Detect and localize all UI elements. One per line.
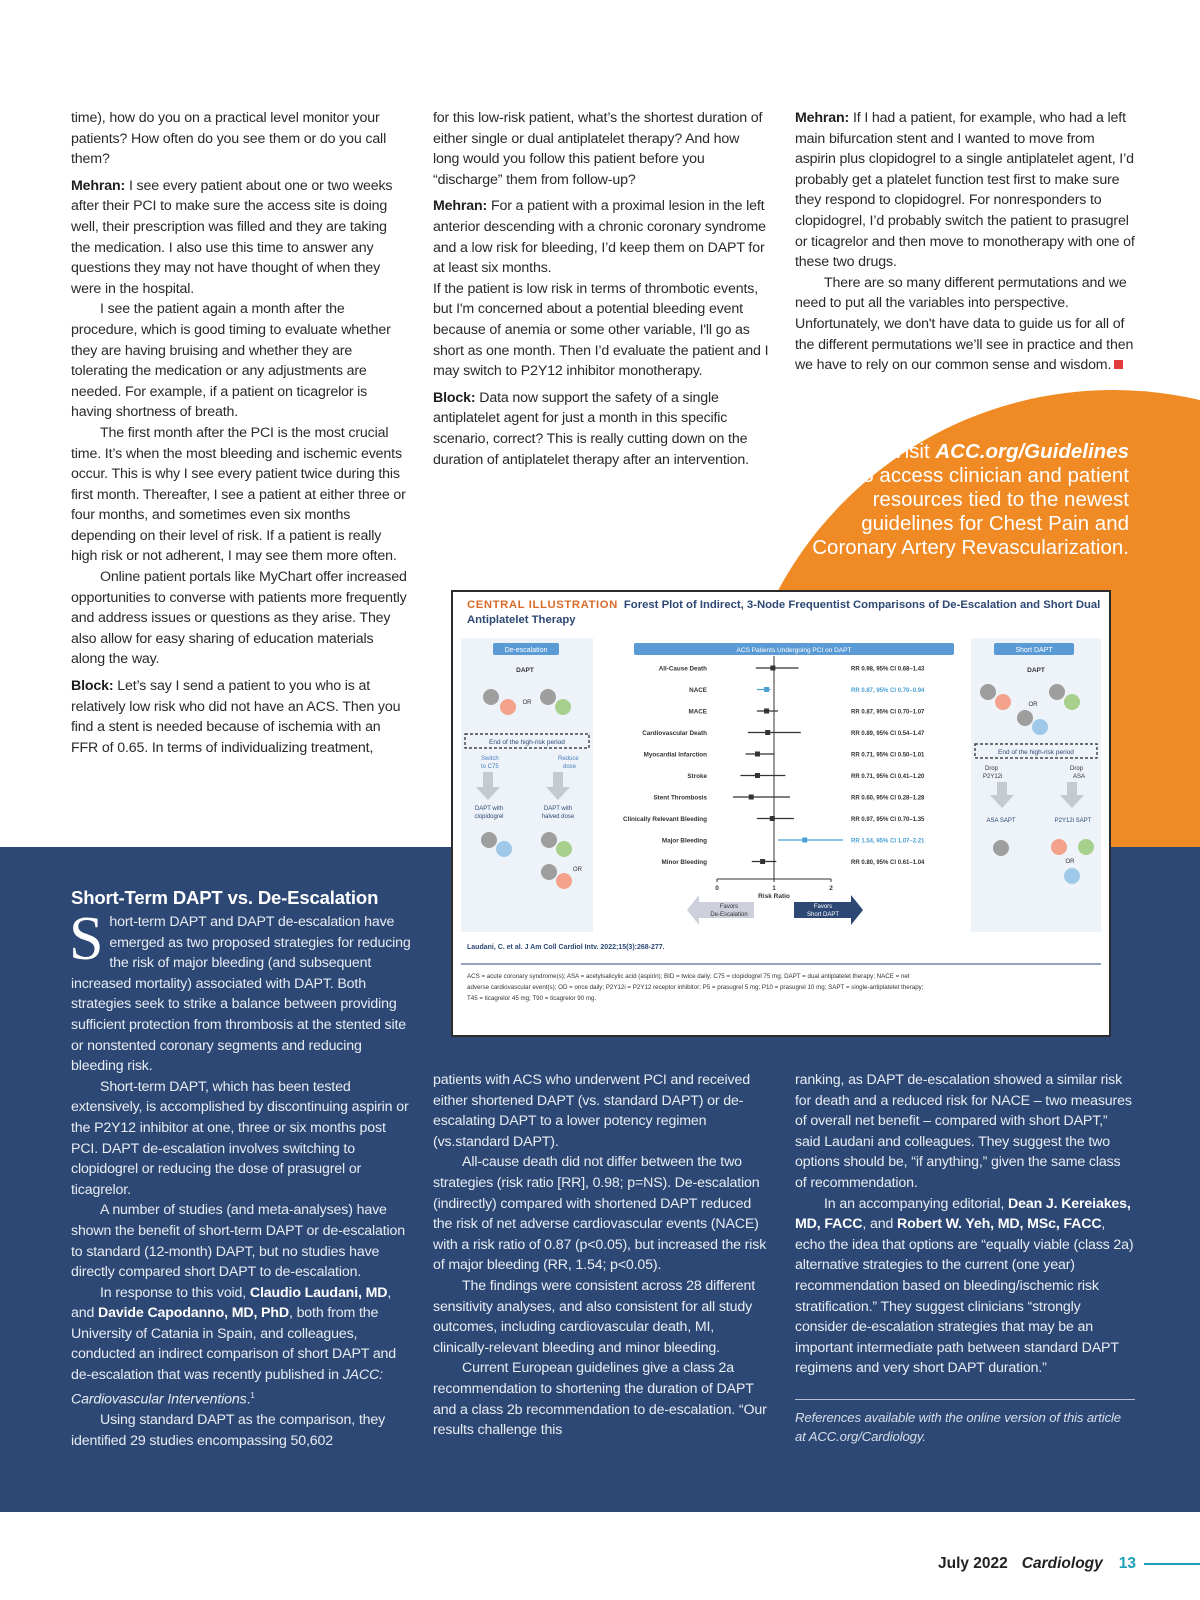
point-estimate: [765, 730, 770, 735]
p2y12i-sapt-label: P2Y12i SAPT: [1054, 818, 1092, 824]
x-tick-label: 2: [829, 885, 833, 892]
point-estimate: [764, 687, 769, 692]
x-tick-label: 0: [715, 885, 719, 892]
text: In response to this void,: [100, 1284, 247, 1301]
or-label: OR: [1028, 702, 1038, 708]
speaker-label: Mehran:: [795, 110, 850, 126]
article-column-1: [71, 108, 407, 764]
favors-label: De-Escalation: [710, 912, 748, 918]
deescalation-panel: [461, 638, 593, 932]
outcome-label: Stroke: [687, 773, 707, 780]
paragraph: Online patient portals like MyChart offer increased opportunities to converse with patients more frequently and address issues or questions as they arise. They also allow for easy sharing of education materials along the way.: [71, 569, 407, 668]
estimate-label: RR 0.87, 95% CI 0.70–1.07: [851, 709, 925, 716]
point-estimate: [749, 795, 754, 800]
clopidogrel-label: clopidogrel: [474, 814, 504, 820]
paragraph: ranking, as DAPT de-escalation showed a similar risk for death and a reduced risk for NACE – two measures of overall net benefit – compared with short DAPT,” said Laudani and colleagues. They suggest the two options should be, “if anything,” given the same class of recommendation.: [795, 1072, 1132, 1191]
x-tick-label: 1: [772, 885, 776, 892]
outcome-label: MACE: [688, 708, 707, 716]
x-axis-label: Risk Ratio: [758, 893, 790, 900]
promo-line: resources tied to the newest: [872, 488, 1129, 511]
paragraph: [795, 108, 1135, 273]
figure-footnote: T45 = ticagrelor 45 mg; T90 = ticagrelor 90 mg.: [467, 995, 597, 1002]
outcome-label: Major Bleeding: [661, 837, 707, 845]
dapt-label: DAPT: [516, 667, 534, 674]
text: , echo the idea that options are “equally viable (class 2a) alternative strategies to the current (one year) recommendation based on bleeding/ischemic risk stratification.” They suggest clinicians “strongly consider de-escalation strategies that may be an important intermediate path between standard DAPT regimens and very short DAPT duration.”: [795, 1216, 1134, 1377]
sidebar-column-3: [795, 1070, 1135, 1446]
c75-pill-icon: [496, 841, 512, 857]
text: , and: [71, 1284, 392, 1322]
promo-link[interactable]: ACC.org/Guidelines: [935, 440, 1129, 463]
paragraph: I see the patient again a month after the procedure, which is good timing to evaluate whether they are having bruising and whether they are tolerating the medication or any adjustments are needed. For example, if a patient on ticagrelor is having shortness of breath.: [71, 301, 391, 421]
paragraph: [71, 176, 407, 300]
asa-sapt-label: ASA SAPT: [986, 818, 1016, 824]
paragraph: for this low-risk patient, what’s the shortest duration of either single or dual antiplatelet therapy? And how long would you follow this patient before you “discharge” them from follow-up?: [433, 110, 763, 188]
speaker-label: Mehran:: [433, 198, 488, 215]
estimate-label: RR 0.97, 95% CI 0.70–1.35: [851, 817, 925, 823]
drop-label: Drop: [1070, 766, 1084, 772]
drop-label: ASA: [1073, 774, 1086, 780]
forest-plot-svg: [453, 592, 1109, 1035]
paragraph: [433, 388, 769, 470]
outcome-label: Minor Bleeding: [661, 859, 707, 866]
switch-label: Switch: [481, 756, 499, 762]
speaker-label: Block:: [433, 389, 476, 406]
dapt-with-label: DAPT with: [474, 806, 504, 812]
author-name: Davide Capodanno, MD, PhD: [98, 1305, 289, 1322]
forest-plot: [623, 656, 925, 900]
promo-line: Coronary Artery Revascularization.: [812, 536, 1129, 559]
end-mark-icon: [1114, 360, 1123, 369]
promo-line: guidelines for Chest Pain and: [861, 512, 1129, 535]
asa-pill-icon: [540, 689, 556, 705]
short-dapt-header-text: Short DAPT: [1015, 647, 1053, 654]
promo-line: to access clinician and patient: [856, 464, 1129, 487]
figure-footnote: adverse cardiovascular event(s); OD = once daily; P2Y12i = P2Y12 receptor inhibitor; P5 = prasugrel 5 mg; P10 = prasugrel 10 mg; SAPT = single-antiplatelet therapy;: [467, 984, 924, 991]
references-note: References available with the online version of this article at ACC.org/Cardiology.: [795, 1399, 1135, 1446]
c75-pill-icon: [1064, 868, 1080, 884]
or-label: OR: [522, 700, 532, 706]
figure-citation: Laudani, C. et al. J Am Coll Cardiol Intv. 2022;15(3):268-277.: [467, 944, 665, 951]
sidebar-column-2: [433, 1070, 769, 1441]
paragraph: All-cause death did not differ between the two strategies (risk ratio [RR], 0.98; p=NS). De-escalation (indirectly) compared with shortened DAPT reduced the risk of net adverse cardiovascular events (NACE) with a risk ratio of 0.87 (p<0.05), but increased the risk of major bleeding (RR, 1.54; p<0.05).: [433, 1154, 767, 1274]
short-dapt-panel: [971, 638, 1101, 932]
paragraph: A number of studies (and meta-analyses) have shown the benefit of short-term DAPT or de-escalation to standard (12-month) DAPT, but no studies have directly compared short DAPT to de-escalation.: [71, 1202, 406, 1281]
text: , and: [862, 1216, 894, 1233]
journal-name: JACC: Cardiovascular Interventions: [71, 1367, 383, 1408]
point-estimate: [770, 666, 775, 671]
speaker-label: Mehran:: [71, 177, 126, 194]
paragraph: patients with ACS who underwent PCI and received either shortened DAPT (vs. standard DAPT) or de-escalating DAPT to a lower potency regimen (vs.standard DAPT).: [433, 1072, 750, 1150]
high-risk-period-text: End of the high-risk period: [998, 749, 1074, 756]
paragraph-text: There are so many different permutations and we need to put all the variables into perspective. Unfortunately, we don't have data to guide us for all of the different permutations we’ll see in practice and then we have to rely on our common sense and wisdom.: [795, 274, 1134, 374]
paragraph-text: I see every patient about one or two weeks after their PCI to make sure the access site is doing well, their prescription was filled and they are taking the medication. I also use this time to answer any questions they may not have thought of when they were in the hospital.: [71, 177, 393, 297]
asa-pill-icon: [980, 684, 996, 700]
paragraph-text: hort-term DAPT and DAPT de-escalation have emerged as two proposed strategies for reducing the risk of major bleeding (and subsequent increased mortality) associated with DAPT. Both strategies seek to strike a balance between providing sufficient protection from thrombosis at the stented site or nonstented coronary segments and reducing bleeding risk.: [71, 914, 411, 1075]
favors-short-dapt-arrow: [794, 895, 863, 925]
paragraph: Using standard DAPT as the comparison, they identified 29 studies encompassing 50,602: [71, 1411, 386, 1449]
high-risk-period-text: End of the high-risk period: [489, 739, 565, 746]
text: In an accompanying editorial,: [824, 1195, 1005, 1212]
paragraph: [69, 905, 411, 1077]
estimate-label: RR 0.89, 95% CI 0.54–1.47: [851, 731, 925, 737]
drop-label: Drop: [985, 766, 999, 772]
switch-label: to C75: [481, 764, 499, 770]
page-number: 13: [1118, 1555, 1136, 1572]
sidebar-title: Short-Term DAPT vs. De-Escalation: [71, 887, 379, 908]
article-column-2: [433, 108, 769, 476]
estimate-label: RR 0.80, 95% CI 0.61–1.04: [851, 860, 925, 866]
paragraph-text: Let’s say I send a patient to you who is at relatively low risk who did not have an ACS. Then you find a stent is needed because of ischemia with an FFR of 0.65. In terms of individualizing treatment,: [71, 678, 401, 756]
paragraph: [433, 196, 769, 278]
asa-pill-icon: [1049, 684, 1065, 700]
author-name: Robert W. Yeh, MD, MSc, FACC: [896, 1216, 1102, 1233]
paragraph: If the patient is low risk in terms of thrombotic events, but I'm concerned about a potential bleeding event because of anemia or some other variable, I'll go as short as one month. Then I’d evaluate the patient and I may switch to P2Y12 inhibitor monotherapy.: [433, 280, 769, 380]
drop-label: P2Y12i: [983, 774, 1003, 780]
p2y12i-pill-icon: [995, 694, 1011, 710]
paragraph: [795, 1194, 1135, 1379]
paragraph-text: For a patient with a proximal lesion in the left anterior descending with a chronic coronary syndrome and a low risk for bleeding, I’d keep them on DAPT for at least six months.: [433, 198, 766, 277]
figure-footnote: ACS = acute coronary syndrome(s); ASA = acetylsalicylic acid (aspirin); BID = twice daily; C75 = clopidogrel 75 mg; DAPT = dual antiplatelet therapy; NACE = net: [467, 973, 910, 980]
page-footer: [938, 1552, 1200, 1576]
favors-label: Favors: [719, 904, 739, 910]
footnote-ref: 1: [250, 1390, 255, 1400]
promo-text: [789, 440, 1129, 560]
paragraph: The first month after the PCI is the most crucial time. It’s when the most bleeding and ischemic events occur. This is why I see every patient twice during this first month. Thereafter, I see a patient at either three or four months, and sometimes even six months depending on their level of risk. If a patient is really high risk or not adherent, I may see them more often.: [71, 424, 406, 565]
outcome-label: All-Cause Death: [658, 665, 707, 673]
point-estimate: [755, 752, 760, 757]
paragraph: [795, 273, 1135, 376]
author-name: Claudio Laudani, MD: [249, 1284, 388, 1301]
paragraph: Current European guidelines give a class 2a recommendation to shortening the duration of DAPT and a class 2b recommendation to de-escalation. “Our results challenge this: [433, 1360, 767, 1439]
or-label: OR: [573, 867, 582, 873]
magazine-name: Cardiology: [1021, 1555, 1103, 1572]
estimate-label: RR 1.54, 95% CI 1.07–2.21: [851, 838, 925, 845]
paragraph: In response to this void, Claudio Laudani, MD, and Davide Capodanno, MD, PhD, both from the University of Catania in Spain, and colleagues, conducted an indirect comparison of short DAPT and de-escalation that was recently published in JACC: Cardiovascular Interventions.$^1$: [71, 1284, 397, 1408]
favors-label: Favors: [813, 904, 833, 910]
favors-label: Short DAPT: [806, 912, 840, 918]
asa-pill-icon: [541, 832, 557, 848]
p5-pill-icon: [556, 841, 572, 857]
c75-pill-icon: [1032, 719, 1048, 735]
point-estimate: [802, 838, 807, 843]
outcome-label: Cardiovascular Death: [642, 730, 707, 737]
t45-pill-icon: [556, 873, 572, 889]
p2y12i-pill-icon: [555, 699, 571, 715]
dapt-with-label: DAPT with: [543, 806, 573, 812]
promo-visit: Visit: [891, 440, 930, 463]
paragraph: time), how do you on a practical level monitor your patients? How often do you see them or do you call them?: [71, 110, 387, 168]
asa-pill-icon: [993, 840, 1009, 856]
t90-pill-icon: [1051, 839, 1067, 855]
outcome-label: Stent Thrombosis: [653, 794, 707, 802]
paragraph: The findings were consistent across 28 different sensitivity analyses, and also consistent for all study outcomes, including cardiovascular death, MI, clinically-relevant bleeding and minor bleeding.: [433, 1277, 756, 1356]
reduce-label: Reduce: [558, 756, 579, 762]
outcome-label: NACE: [689, 687, 707, 694]
p10-pill-icon: [1078, 839, 1094, 855]
estimate-label: RR 0.71, 95% CI 0.50–1.01: [851, 752, 925, 759]
point-estimate: [770, 816, 775, 821]
article-column-3: [795, 108, 1135, 376]
sidebar-column-1: [71, 886, 411, 1451]
outcome-label: Clinically Relevant Bleeding: [623, 816, 707, 823]
outcome-label: Myocardial Infarction: [643, 751, 707, 759]
p2y12i-pill-icon: [500, 699, 516, 715]
dropcap: S: [69, 905, 104, 973]
footer-rule: [1144, 1563, 1200, 1565]
paragraph: Short-term DAPT, which has been tested extensively, is accomplished by discontinuing aspirin or the P2Y12 inhibitor at one, three or six months post PCI. DAPT de-escalation involves switching to clopidogrel or reducing the dose of prasugrel or ticagrelor.: [71, 1078, 409, 1198]
favors-deescalation-arrow: [687, 895, 754, 925]
asa-pill-icon: [1017, 710, 1033, 726]
asa-pill-icon: [481, 832, 497, 848]
author-name: Dean J. Kereiakes, MD, FACC: [795, 1195, 1131, 1233]
central-illustration: [451, 590, 1111, 1037]
paragraph-text: If I had a patient, for example, who had a left main bifurcation stent and I wanted to move from aspirin plus clopidogrel to a single antiplatelet agent, I’d probably get a platelet function test first to make sure they respond to clopidogrel. For nonresponders to clopidogrel, I’d probably switch the patient to prasugrel or ticagrelor and then move to monotherapy with one of these two drugs.: [795, 110, 1135, 271]
estimate-label: RR 0.60, 95% CI 0.28–1.28: [851, 795, 925, 802]
p2y12i-pill-icon: [1064, 694, 1080, 710]
figure-label: CENTRAL ILLUSTRATION: [467, 599, 618, 611]
speaker-label: Block:: [71, 678, 114, 695]
paragraph-text: Data now support the safety of a single antiplatelet agent for just a month in this specific scenario, correct? This is really cutting down on the duration of antiplatelet therapy after an intervention.: [433, 389, 749, 468]
paragraph: [71, 676, 407, 758]
issue-date: July 2022: [937, 1555, 1008, 1572]
dapt-label: DAPT: [1027, 667, 1045, 674]
point-estimate: [764, 709, 769, 714]
estimate-label: RR 0.71, 95% CI 0.41–1.20: [851, 774, 925, 780]
estimate-label: RR 0.87, 95% CI 0.70–0.94: [851, 688, 925, 694]
deescalation-header-text: De-escalation: [504, 647, 548, 654]
point-estimate: [755, 773, 760, 778]
center-header-text: ACS Patients Undergoing PCI on DAPT: [736, 647, 852, 654]
or-label: OR: [1065, 859, 1075, 865]
asa-pill-icon: [541, 864, 557, 880]
estimate-label: RR 0.98, 95% CI 0.68–1.43: [851, 666, 925, 673]
halved-dose-label: halved dose: [541, 814, 575, 820]
asa-pill-icon: [483, 689, 499, 705]
reduce-label: dose: [563, 764, 577, 770]
figure-title-text: Forest Plot of Indirect, 3-Node Frequentist Comparisons of De-Escalation and Short Dual Antiplatelet Therapy: [467, 599, 1101, 626]
point-estimate: [760, 859, 765, 864]
text: , both from the University of Catania in Spain, and colleagues, conducted an indirect comparison of short DAPT and de-escalation that was recently published in: [71, 1305, 397, 1384]
